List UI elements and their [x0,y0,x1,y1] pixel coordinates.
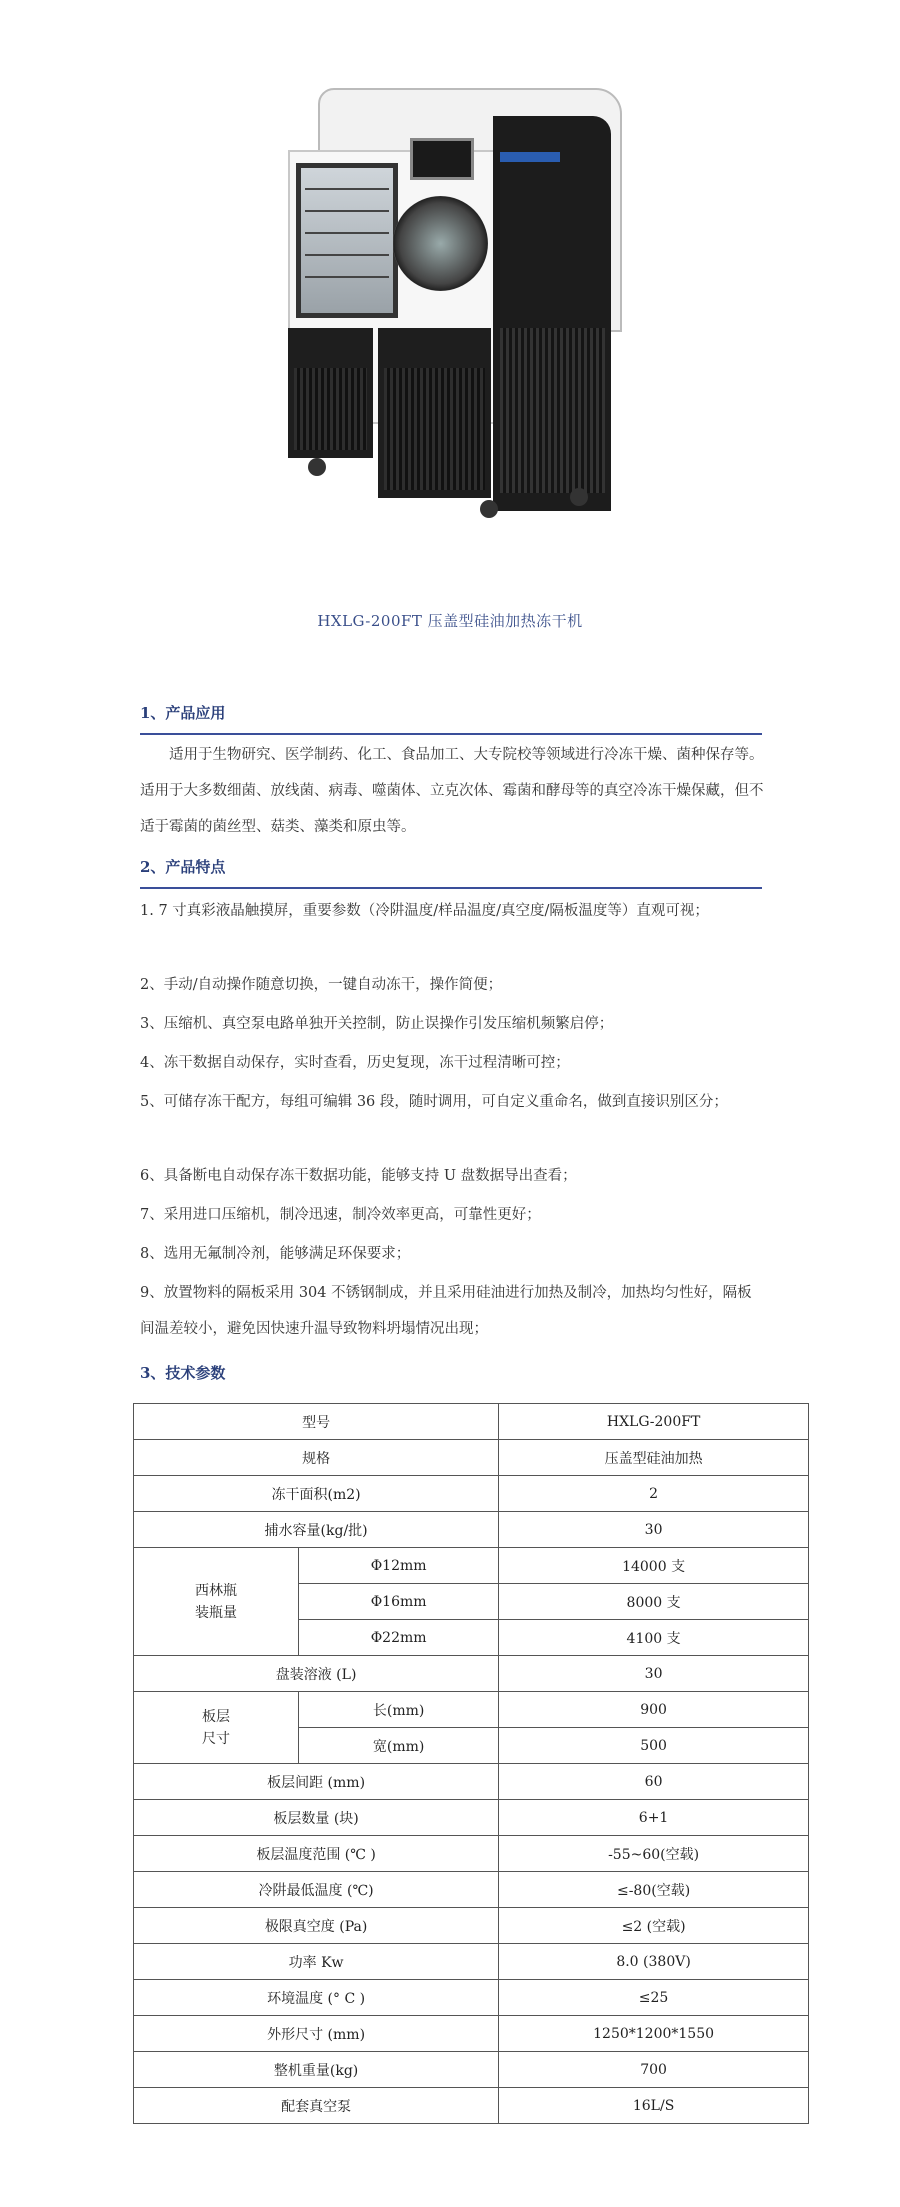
spec-value: ≤2 (空载) [499,1908,809,1944]
caster-wheel [308,458,326,476]
spec-label: 冻干面积(m2) [134,1476,499,1512]
spec-label: Φ12mm [299,1548,499,1584]
table-row [134,1836,809,1872]
table-row [134,1548,809,1584]
feature-item: 4、冻干数据自动保存，实时查看，历史复现，冻干过程清晰可控； [140,1055,570,1071]
feature-item: 5、可储存冻干配方，每组可编辑 36 段，随时调用，可自定义重命名，做到直接识别区分； [140,1094,728,1110]
spec-value: 1250*1200*1550 [499,2016,809,2052]
spec-label: Φ22mm [299,1620,499,1656]
section-heading-application: 1、产品应用 [140,704,226,722]
brand-label [500,152,560,162]
spec-value: 900 [499,1692,809,1728]
spec-value: 4100 支 [499,1620,809,1656]
table-row [134,2052,809,2088]
product-title: HXLG-200FT 压盖型硅油加热冻干机 [317,612,583,630]
table-row [134,1908,809,1944]
caster-wheel [480,500,498,518]
spec-group-label: 西林瓶 装瓶量 [134,1548,299,1656]
spec-table [133,1403,809,2124]
spec-value: 14000 支 [499,1548,809,1584]
spec-value: 60 [499,1764,809,1800]
feature-item: 8、选用无氟制冷剂，能够满足环保要求； [140,1246,411,1262]
table-row [134,1800,809,1836]
section-heading-specs: 3、技术参数 [140,1364,226,1382]
spec-label: 板层间距 (mm) [134,1764,499,1800]
spec-label: 冷阱最低温度 (℃) [134,1872,499,1908]
feature-item: 1. 7 寸真彩液晶触摸屏，重要参数（冷阱温度/样品温度/真空度/隔板温度等）直观可视； [140,903,709,919]
spec-label: 捕水容量(kg/批) [134,1512,499,1548]
spec-value: 压盖型硅油加热 [499,1440,809,1476]
drying-chamber [296,163,398,318]
caster-wheel [570,488,588,506]
feature-item: 6、具备断电自动保存冻干数据功能，能够支持 U 盘数据导出查看； [140,1168,577,1184]
spec-value: ≤-80(空载) [499,1872,809,1908]
spec-label: 型号 [134,1404,499,1440]
table-row [134,1404,809,1440]
feature-item: 2、手动/自动操作随意切换，一键自动冻干，操作简便； [140,977,503,993]
spec-label: 长(mm) [299,1692,499,1728]
touch-screen [410,138,474,180]
table-row [134,1764,809,1800]
spec-label: 环境温度 (° C ) [134,1980,499,2016]
table-row [134,1980,809,2016]
section-divider [140,733,762,735]
spec-value: 30 [499,1656,809,1692]
table-row [134,2016,809,2052]
table-row [134,1476,809,1512]
spec-value: 8000 支 [499,1584,809,1620]
table-row [134,1944,809,1980]
side-vent [500,328,605,493]
table-row [134,1656,809,1692]
base-cabinet-middle [378,328,491,498]
spec-group-label: 板层 尺寸 [134,1692,299,1764]
spec-value: -55~60(空载) [499,1836,809,1872]
spec-label: 极限真空度 (Pa) [134,1908,499,1944]
table-row [134,1872,809,1908]
table-row [134,1692,809,1728]
spec-label: 板层数量 (块) [134,1800,499,1836]
spec-value: 30 [499,1512,809,1548]
base-cabinet-left [288,328,373,458]
spec-label: 配套真空泵 [134,2088,499,2124]
application-text: 适用于生物研究、医学制药、化工、食品加工、大专院校等领域进行冷冻干燥、菌种保存等。适用于大多数细菌、放线菌、病毒、噬菌体、立克次体、霉菌和酵母等的真空冷冻干燥保藏，但不适于霉菌的菌丝型、菇类、藻类和原虫等。 [140,747,764,835]
spec-label: 功率 Kw [134,1944,499,1980]
feature-item: 9、放置物料的隔板采用 304 不锈钢制成，并且采用硅油进行加热及制冷，加热均匀性好，隔板间温差较小，避免因快速升温导致物料坍塌情况出现； [140,1285,752,1337]
section-heading-features: 2、产品特点 [140,858,226,876]
spec-value: ≤25 [499,1980,809,2016]
feature-item: 7、采用进口压缩机，制冷迅速，制冷效率更高，可靠性更好； [140,1207,541,1223]
table-row [134,1512,809,1548]
spec-label: 盘装溶液 (L) [134,1656,499,1692]
spec-label: 外形尺寸 (mm) [134,2016,499,2052]
spec-value: HXLG-200FT [499,1404,809,1440]
spec-value: 700 [499,2052,809,2088]
feature-item: 3、压缩机、真空泵电路单独开关控制，防止误操作引发压缩机频繁启停； [140,1016,614,1032]
table-row [134,1440,809,1476]
cold-trap-door [393,196,488,291]
spec-label: 宽(mm) [299,1728,499,1764]
spec-label: 整机重量(kg) [134,2052,499,2088]
section-divider [140,887,762,889]
spec-label: 规格 [134,1440,499,1476]
spec-label: Φ16mm [299,1584,499,1620]
table-row [134,2088,809,2124]
spec-value: 8.0 (380V) [499,1944,809,1980]
spec-label: 板层温度范围 (℃ ) [134,1836,499,1872]
spec-value: 6+1 [499,1800,809,1836]
product-image [288,88,628,543]
spec-value: 2 [499,1476,809,1512]
spec-value: 500 [499,1728,809,1764]
spec-value: 16L/S [499,2088,809,2124]
